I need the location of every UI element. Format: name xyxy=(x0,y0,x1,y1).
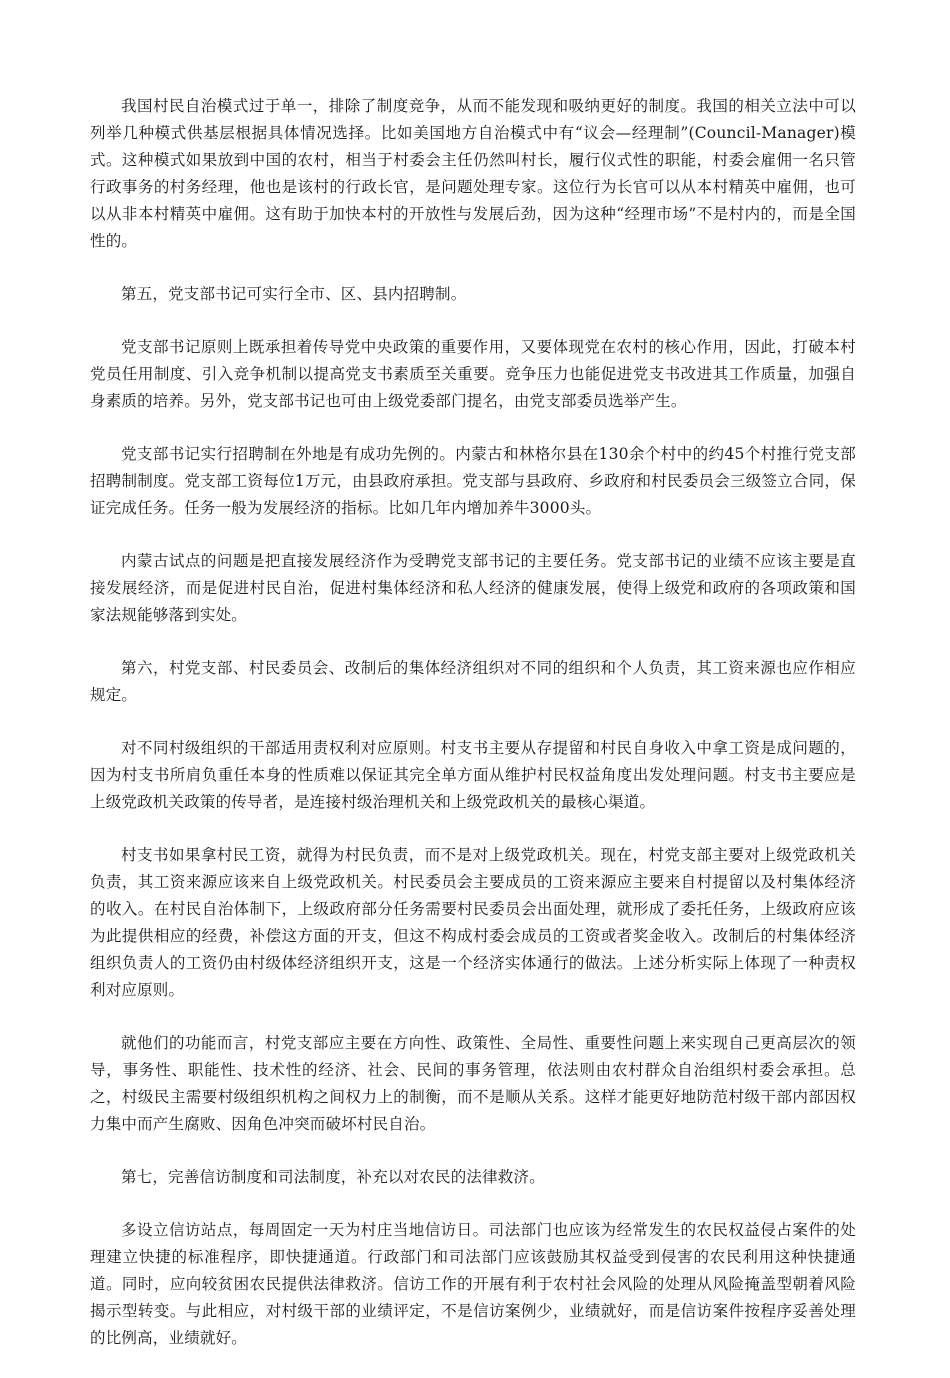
paragraph-inner-mongolia-example: 党支部书记实行招聘制在外地是有成功先例的。内蒙古和林格尔县在130余个村中的约45个村推行党支部招聘制制度。党支部工资每位1万元，由县政府承担。党支部与县政府、乡政府和村民委员会三级签立合同，保证完成任务。任务一般为发展经济的指标。比如几年内增加养牛3000头。 xyxy=(90,445,856,517)
heading-point-seven: 第七，完善信访制度和司法制度，补充以对农民的法律救济。 xyxy=(121,1168,545,1186)
paragraph-council-manager-model: 我国村民自治模式过于单一，排除了制度竞争，从而不能发现和吸纳更好的制度。我国的相关立法中可以列举几种模式供基层根据具体情况选择。比如美国地方自治模式中有“议会—经理制”(Council-Manager)模式。这种模式如果放到中国的农村，相当于村委会主任仍然叫村长，履行仪式性的职能，村委会雇佣一名只管行政事务的村务经理，他也是该村的行政长官，是问题处理专家。这位行为长官可以从本村精英中雇佣，也可以从非本村精英中雇佣。这有助于加快本村的开放性与发展后劲，因为这种“经理市场”不是村内的，而是全国性的。 xyxy=(90,97,856,250)
paragraph-party-secretary-role: 党支部书记原则上既承担着传导党中央政策的重要作用，又要体现党在农村的核心作用，因此，打破本村党员任用制度、引入竞争机制以提高党支书素质至关重要。竞争压力也能促进党支书改进其工作质量，加强自身素质的培养。另外，党支部书记也可由上级党委部门提名，由党支部委员选举产生。 xyxy=(90,338,856,410)
paragraph-salary-sources: 村支书如果拿村民工资，就得为村民负责，而不是对上级党政机关。现在，村党支部主要对上级党政机关负责，其工资来源应该来自上级党政机关。村民委员会主要成员的工资来源应主要来自村提留以及村集体经济的收入。在村民自治体制下，上级政府部分任务需要村民委员会出面处理，就形成了委托任务，上级政府应该为此提供相应的经费，补偿这方面的开支，但这不构成村委会成员的工资或者奖金收入。改制后的村集体经济组织负责人的工资仍由村级体经济组织开支，这是一个经济实体通行的做法。上述分析实际上体现了一种责权利对应原则。 xyxy=(90,846,856,999)
heading-point-six: 第六，村党支部、村民委员会、改制后的集体经济组织对不同的组织和个人负责，其工资来源也应作相应规定。 xyxy=(90,659,856,704)
heading-point-five: 第五，党支部书记可实行全市、区、县内招聘制。 xyxy=(121,285,467,303)
paragraph-pilot-problem: 内蒙古试点的问题是把直接发展经济作为受聘党支部书记的主要任务。党支部书记的业绩不应该主要是直接发展经济，而是促进村民自治，促进村集体经济和私人经济的健康发展，使得上级党和政府的各项政策和国家法规能够落到实处。 xyxy=(90,552,856,624)
paragraph-responsibility-principle: 对不同村级组织的干部适用责权利对应原则。村支书主要从存提留和村民自身收入中拿工资是成问题的，因为村支书所肩负重任本身的性质难以保证其完全单方面从维护村民权益角度出发处理问题。村支书主要应是上级党政机关政策的传导者，是连接村级治理机关和上级党政机关的最核心渠道。 xyxy=(90,739,856,811)
paragraph-functions: 就他们的功能而言，村党支部应主要在方向性、政策性、全局性、重要性问题上来实现自己更高层次的领导，事务性、职能性、技术性的经济、社会、民间的事务管理，依法则由农村群众自治组织村委会承担。总之，村级民主需要村级组织机构之间权力上的制衡，而不是顺从关系。这样才能更好地防范村级干部内部因权力集中而产生腐败、因角色冲突而破坏村民自治。 xyxy=(90,1034,856,1133)
document-body xyxy=(90,93,856,1378)
paragraph-petition-system: 多设立信访站点，每周固定一天为村庄当地信访日。司法部门也应该为经常发生的农民权益侵占案件的处理建立快捷的标准程序，即快捷通道。行政部门和司法部门应该鼓励其权益受到侵害的农民利用这种快捷通道。同时，应向较贫困农民提供法律救济。信访工作的开展有利于农村社会风险的处理从风险掩盖型朝着风险揭示型转变。与此相应，对村级干部的业绩评定，不是信访案例少，业绩就好，而是信访案件按程序妥善处理的比例高，业绩就好。 xyxy=(90,1221,856,1347)
